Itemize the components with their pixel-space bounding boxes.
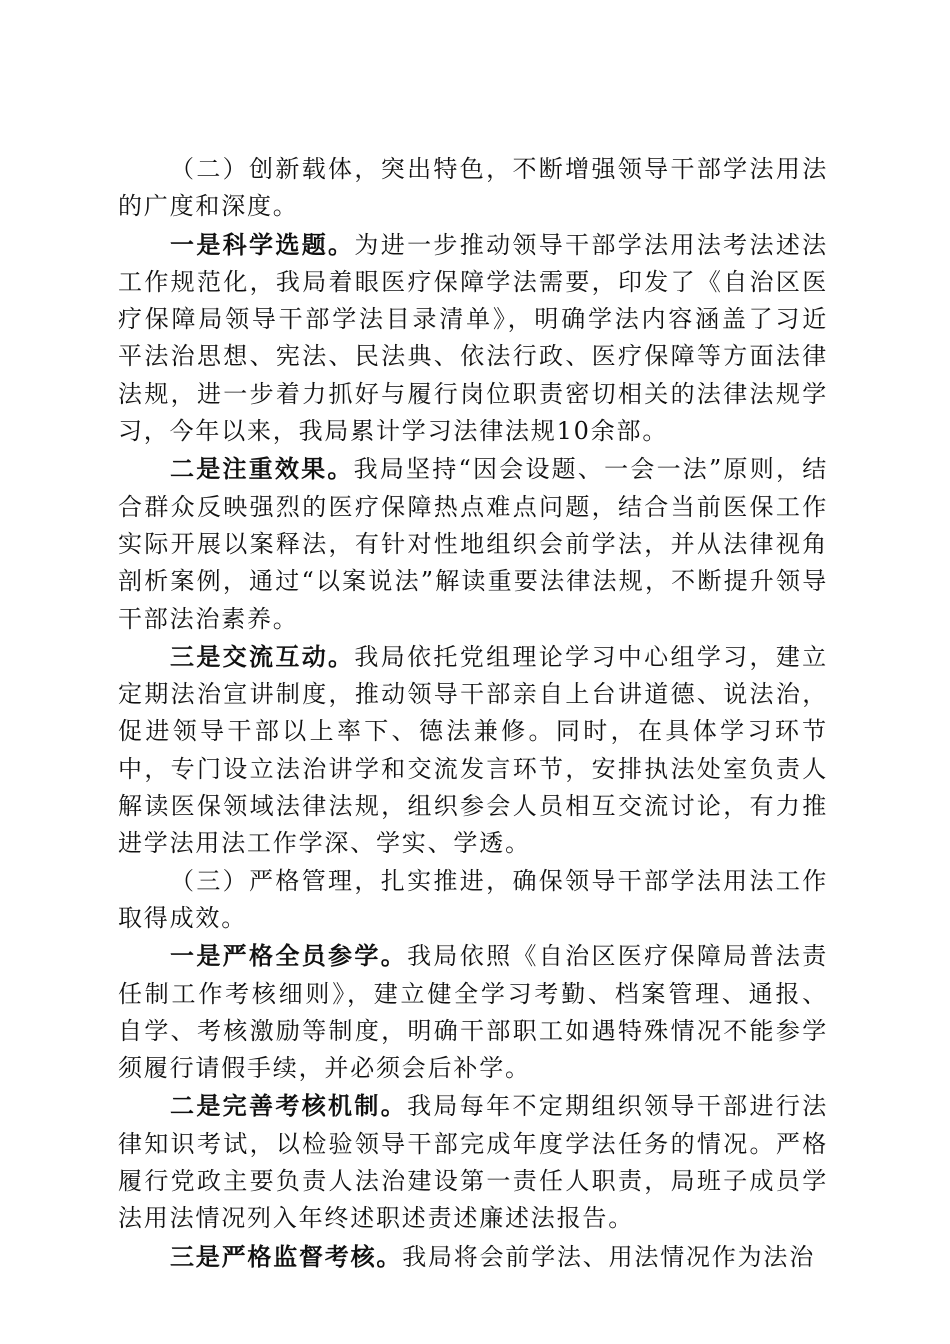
paragraph-lead: 一是严格全员参学。 [170, 941, 408, 971]
section-heading-2 [118, 151, 828, 226]
section-heading-3 [118, 863, 828, 938]
paragraph-text: 我局依照《自治区医疗保障局普法责任制工作考核细则》，建立健全学习考勤、档案管理、通报、自学、考核激励等制度，明确干部职工如遇特殊情况不能参学须履行请假手续，并必须会后补学。 [118, 942, 828, 1083]
paragraph-text: 我局将会前学法、用法情况作为法治 [402, 1242, 816, 1271]
paragraph-text: （二）创新载体，突出特色，不断增强领导干部学法用法的广度和深度。 [118, 155, 828, 221]
paragraph-interaction [118, 638, 828, 863]
paragraph-lead: 三是严格监督考核。 [170, 1241, 403, 1271]
paragraph-text: 我局依托党组理论学习中心组学习，建立定期法治宣讲制度，推动领导干部亲自上台讲道德、说法治，促进领导干部以上率下、德法兼修。同时，在具体学习环节中，专门设立法治讲学和交流发言环节，安排执法处室负责人解读医保领域法律法规，组织参会人员相互交流讨论，有力推进学法用法工作学深、学实、学透。 [118, 642, 828, 858]
paragraph-assessment-mechanism [118, 1087, 828, 1237]
paragraph-text: 为进一步推动领导干部学法用法考法述法工作规范化，我局着眼医疗保障学法需要，印发了《自治区医疗保障局领导干部学法目录清单》，明确学法内容涵盖了习近平法治思想、宪法、民法典、依法行政、医疗保障等方面法律法规，进一步着力抓好与履行岗位职责密切相关的法律法规学习，今年以来，我局累计学习法律法规10余部。 [118, 230, 828, 446]
paragraph-lead: 二是完善考核机制。 [170, 1091, 408, 1121]
paragraph-text: （三）严格管理，扎实推进，确保领导干部学法用法工作取得成效。 [118, 866, 828, 932]
paragraph-lead: 一是科学选题。 [170, 229, 355, 259]
paragraph-lead: 二是注重效果。 [170, 454, 354, 484]
paragraph-supervision [118, 1238, 828, 1276]
document-body [118, 151, 828, 1276]
paragraph-topic-selection [118, 226, 828, 451]
paragraph-full-participation [118, 937, 828, 1087]
paragraph-effectiveness [118, 450, 828, 637]
paragraph-text: 我局坚持“因会设题、一会一法”原则，结合群众反映强烈的医疗保障热点难点问题，结合当前医保工作实际开展以案释法，有针对性地组织会前学法，并从法律视角剖析案例，通过“以案说法”解读重要法律法规，不断提升领导干部法治素养。 [118, 455, 828, 633]
paragraph-text: 我局每年不定期组织领导干部进行法律知识考试，以检验领导干部完成年度学法任务的情况。严格履行党政主要负责人法治建设第一责任人职责，局班子成员学法用法情况列入年终述职述责述廉述法报告。 [118, 1092, 828, 1233]
paragraph-lead: 三是交流互动。 [170, 641, 355, 671]
